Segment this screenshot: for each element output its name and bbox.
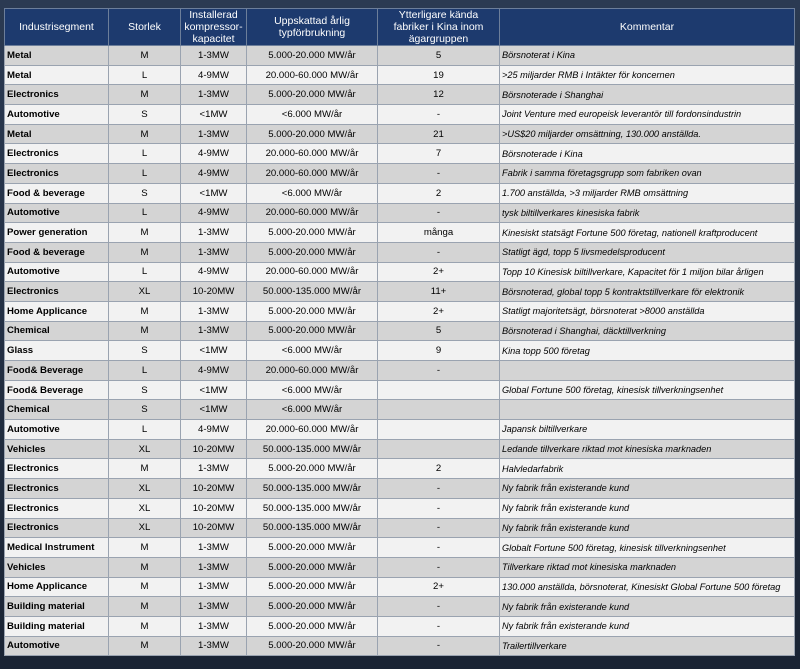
cell-segment: Automotive [5, 203, 109, 223]
cell-comment: Global Fortune 500 företag, kinesisk tillverkningsenhet [500, 380, 795, 400]
cell-consumption: 5.000-20.000 MW/år [247, 46, 378, 66]
cell-segment: Vehicles [5, 557, 109, 577]
cell-factories: 2 [378, 459, 500, 479]
table-row [5, 144, 795, 164]
cell-size: XL [109, 479, 181, 499]
cell-size: XL [109, 282, 181, 302]
cell-size: L [109, 164, 181, 184]
cell-size: XL [109, 498, 181, 518]
cell-factories: - [378, 105, 500, 125]
cell-comment: Börsnoterade i Kina [500, 144, 795, 164]
cell-size: M [109, 557, 181, 577]
cell-capacity: 1-3MW [181, 577, 247, 597]
cell-factories: - [378, 557, 500, 577]
cell-size: L [109, 262, 181, 282]
cell-segment: Automotive [5, 262, 109, 282]
cell-segment: Metal [5, 124, 109, 144]
cell-comment: Ny fabrik från existerande kund [500, 597, 795, 617]
cell-consumption: 50.000-135.000 MW/år [247, 282, 378, 302]
cell-segment: Vehicles [5, 439, 109, 459]
cell-consumption: 20.000-60.000 MW/år [247, 262, 378, 282]
cell-comment: Kina topp 500 företag [500, 341, 795, 361]
cell-consumption: 5.000-20.000 MW/år [247, 85, 378, 105]
table-row [5, 557, 795, 577]
cell-capacity: 10-20MW [181, 282, 247, 302]
cell-segment: Metal [5, 65, 109, 85]
table-row [5, 85, 795, 105]
cell-consumption: 5.000-20.000 MW/år [247, 616, 378, 636]
cell-factories: 7 [378, 144, 500, 164]
table-header [5, 9, 795, 46]
cell-factories: 11+ [378, 282, 500, 302]
cell-segment: Electronics [5, 479, 109, 499]
cell-consumption: 50.000-135.000 MW/år [247, 518, 378, 538]
cell-segment: Electronics [5, 518, 109, 538]
cell-segment: Food & beverage [5, 183, 109, 203]
table-row [5, 597, 795, 617]
cell-consumption: 20.000-60.000 MW/år [247, 420, 378, 440]
cell-factories: - [378, 479, 500, 499]
cell-size: S [109, 400, 181, 420]
header-segment: Industrisegment [5, 9, 109, 46]
cell-consumption: 20.000-60.000 MW/år [247, 203, 378, 223]
cell-comment: >25 miljarder RMB i Intäkter för koncernen [500, 65, 795, 85]
table-row [5, 616, 795, 636]
cell-consumption: 5.000-20.000 MW/år [247, 577, 378, 597]
cell-factories: 2+ [378, 301, 500, 321]
cell-capacity: 1-3MW [181, 301, 247, 321]
cell-capacity: <1MW [181, 400, 247, 420]
cell-size: L [109, 420, 181, 440]
table-row [5, 518, 795, 538]
cell-factories: 5 [378, 321, 500, 341]
cell-segment: Electronics [5, 85, 109, 105]
cell-comment [500, 361, 795, 381]
cell-factories: 21 [378, 124, 500, 144]
cell-factories: 5 [378, 46, 500, 66]
cell-consumption: 5.000-20.000 MW/år [247, 557, 378, 577]
table-row [5, 439, 795, 459]
cell-size: M [109, 459, 181, 479]
table-row [5, 46, 795, 66]
cell-size: L [109, 144, 181, 164]
cell-capacity: <1MW [181, 380, 247, 400]
cell-capacity: 1-3MW [181, 223, 247, 243]
cell-comment: Topp 10 Kinesisk biltillverkare, Kapacitet för 1 miljon bilar årligen [500, 262, 795, 282]
table-row [5, 282, 795, 302]
cell-size: M [109, 46, 181, 66]
cell-size: M [109, 616, 181, 636]
cell-segment: Power generation [5, 223, 109, 243]
cell-consumption: 5.000-20.000 MW/år [247, 223, 378, 243]
customer-table [4, 8, 795, 656]
table-row [5, 124, 795, 144]
header-row [5, 9, 795, 46]
cell-comment: Fabrik i samma företagsgrupp som fabriken ovan [500, 164, 795, 184]
cell-size: M [109, 242, 181, 262]
cell-capacity: 10-20MW [181, 498, 247, 518]
table-row [5, 341, 795, 361]
cell-capacity: 10-20MW [181, 518, 247, 538]
cell-factories: - [378, 636, 500, 656]
cell-size: S [109, 105, 181, 125]
cell-segment: Chemical [5, 321, 109, 341]
cell-factories: 2+ [378, 262, 500, 282]
cell-comment: Halvledarfabrik [500, 459, 795, 479]
cell-comment: Tillverkare riktad mot kinesiska marknaden [500, 557, 795, 577]
cell-factories: 19 [378, 65, 500, 85]
cell-size: M [109, 124, 181, 144]
cell-factories: - [378, 203, 500, 223]
cell-capacity: 4-9MW [181, 262, 247, 282]
header-consumption: Uppskattad årlig typförbrukning [247, 9, 378, 46]
cell-capacity: <1MW [181, 105, 247, 125]
cell-capacity: 1-3MW [181, 616, 247, 636]
cell-segment: Automotive [5, 636, 109, 656]
table-row [5, 223, 795, 243]
cell-consumption: 50.000-135.000 MW/år [247, 479, 378, 499]
cell-consumption: 5.000-20.000 MW/år [247, 242, 378, 262]
cell-capacity: <1MW [181, 341, 247, 361]
table-row [5, 105, 795, 125]
cell-segment: Medical Instrument [5, 538, 109, 558]
cell-segment: Electronics [5, 164, 109, 184]
table-row [5, 203, 795, 223]
cell-capacity: 4-9MW [181, 144, 247, 164]
cell-segment: Electronics [5, 498, 109, 518]
cell-capacity: 4-9MW [181, 164, 247, 184]
cell-factories: - [378, 498, 500, 518]
cell-segment: Electronics [5, 144, 109, 164]
cell-factories: 12 [378, 85, 500, 105]
cell-consumption: <6.000 MW/år [247, 341, 378, 361]
cell-consumption: 5.000-20.000 MW/år [247, 301, 378, 321]
cell-factories: 2+ [378, 577, 500, 597]
cell-capacity: 1-3MW [181, 636, 247, 656]
cell-size: S [109, 380, 181, 400]
cell-consumption: <6.000 MW/år [247, 380, 378, 400]
cell-capacity: 1-3MW [181, 557, 247, 577]
cell-factories [378, 420, 500, 440]
table-row [5, 420, 795, 440]
table-row [5, 301, 795, 321]
cell-factories [378, 380, 500, 400]
cell-size: XL [109, 518, 181, 538]
cell-capacity: 4-9MW [181, 361, 247, 381]
cell-consumption: 50.000-135.000 MW/år [247, 498, 378, 518]
cell-consumption: <6.000 MW/år [247, 105, 378, 125]
cell-comment: Börsnoterade i Shanghai [500, 85, 795, 105]
cell-consumption: 5.000-20.000 MW/år [247, 459, 378, 479]
table-row [5, 380, 795, 400]
cell-consumption: <6.000 MW/år [247, 183, 378, 203]
cell-factories: - [378, 164, 500, 184]
table-row [5, 538, 795, 558]
cell-capacity: 1-3MW [181, 538, 247, 558]
cell-capacity: 1-3MW [181, 46, 247, 66]
cell-comment: Ny fabrik från existerande kund [500, 479, 795, 499]
cell-factories [378, 400, 500, 420]
table-row [5, 400, 795, 420]
cell-size: S [109, 183, 181, 203]
cell-consumption: 20.000-60.000 MW/år [247, 144, 378, 164]
cell-factories: - [378, 616, 500, 636]
cell-segment: Automotive [5, 420, 109, 440]
cell-comment: Ny fabrik från existerande kund [500, 616, 795, 636]
cell-comment: 1.700 anställda, >3 miljarder RMB omsättning [500, 183, 795, 203]
cell-segment: Electronics [5, 282, 109, 302]
cell-capacity: 1-3MW [181, 242, 247, 262]
cell-segment: Food& Beverage [5, 361, 109, 381]
cell-segment: Building material [5, 616, 109, 636]
cell-size: XL [109, 439, 181, 459]
cell-capacity: 4-9MW [181, 65, 247, 85]
cell-size: L [109, 203, 181, 223]
table-row [5, 242, 795, 262]
cell-consumption: 5.000-20.000 MW/år [247, 597, 378, 617]
table-row [5, 479, 795, 499]
cell-consumption: 5.000-20.000 MW/år [247, 321, 378, 341]
cell-comment: Kinesiskt statsägt Fortune 500 företag, nationell kraftproducent [500, 223, 795, 243]
cell-consumption: 50.000-135.000 MW/år [247, 439, 378, 459]
table-row [5, 361, 795, 381]
cell-segment: Building material [5, 597, 109, 617]
cell-capacity: 10-20MW [181, 479, 247, 499]
cell-size: M [109, 577, 181, 597]
cell-comment: >US$20 miljarder omsättning, 130.000 anställda. [500, 124, 795, 144]
cell-segment: Automotive [5, 105, 109, 125]
table-row [5, 636, 795, 656]
table-row [5, 498, 795, 518]
cell-capacity: 1-3MW [181, 459, 247, 479]
cell-consumption: 5.000-20.000 MW/år [247, 124, 378, 144]
table-row [5, 164, 795, 184]
cell-factories: 9 [378, 341, 500, 361]
cell-capacity: 1-3MW [181, 124, 247, 144]
cell-comment: Joint Venture med europeisk leverantör till fordonsindustrin [500, 105, 795, 125]
cell-capacity: 4-9MW [181, 420, 247, 440]
cell-comment: Statligt majoritetsägt, börsnoterat >8000 anställda [500, 301, 795, 321]
cell-consumption: <6.000 MW/år [247, 400, 378, 420]
cell-comment: Ny fabrik från existerande kund [500, 498, 795, 518]
cell-comment: Börsnoterad i Shanghai, däcktillverkning [500, 321, 795, 341]
cell-segment: Food & beverage [5, 242, 109, 262]
table-row [5, 183, 795, 203]
header-factories: Ytterligare kända fabriker i Kina inom ägargruppen [378, 9, 500, 46]
table-row [5, 262, 795, 282]
table-row [5, 65, 795, 85]
cell-size: M [109, 597, 181, 617]
header-capacity: Installerad kompressor-kapacitet [181, 9, 247, 46]
cell-capacity: 10-20MW [181, 439, 247, 459]
cell-factories: - [378, 597, 500, 617]
cell-comment: Statligt ägd, topp 5 livsmedelsproducent [500, 242, 795, 262]
cell-comment: 130.000 anställda, börsnoterat, Kinesiskt Global Fortune 500 företag [500, 577, 795, 597]
cell-segment: Home Applicance [5, 301, 109, 321]
cell-factories: många [378, 223, 500, 243]
cell-size: L [109, 65, 181, 85]
cell-capacity: 4-9MW [181, 203, 247, 223]
table-row [5, 459, 795, 479]
cell-size: M [109, 636, 181, 656]
cell-factories: - [378, 242, 500, 262]
cell-comment: Börsnoterat i Kina [500, 46, 795, 66]
header-comment: Kommentar [500, 9, 795, 46]
table-body [5, 46, 795, 656]
cell-factories: - [378, 538, 500, 558]
cell-capacity: <1MW [181, 183, 247, 203]
cell-segment: Chemical [5, 400, 109, 420]
cell-consumption: 20.000-60.000 MW/år [247, 361, 378, 381]
cell-segment: Home Applicance [5, 577, 109, 597]
cell-factories: - [378, 361, 500, 381]
cell-consumption: 5.000-20.000 MW/år [247, 636, 378, 656]
cell-factories: - [378, 518, 500, 538]
cell-segment: Food& Beverage [5, 380, 109, 400]
table-row [5, 577, 795, 597]
cell-comment: Japansk biltillverkare [500, 420, 795, 440]
cell-consumption: 20.000-60.000 MW/år [247, 65, 378, 85]
cell-capacity: 1-3MW [181, 85, 247, 105]
cell-comment: Börsnoterad, global topp 5 kontraktstillverkare för elektronik [500, 282, 795, 302]
cell-factories [378, 439, 500, 459]
cell-size: M [109, 85, 181, 105]
cell-comment: Globalt Fortune 500 företag, kinesisk tillverkningsenhet [500, 538, 795, 558]
cell-comment: Ledande tillverkare riktad mot kinesiska marknaden [500, 439, 795, 459]
cell-size: M [109, 321, 181, 341]
table-row [5, 321, 795, 341]
cell-size: M [109, 538, 181, 558]
cell-capacity: 1-3MW [181, 321, 247, 341]
header-size: Storlek [109, 9, 181, 46]
cell-comment: tysk biltillverkares kinesiska fabrik [500, 203, 795, 223]
cell-comment: Trailertillverkare [500, 636, 795, 656]
cell-consumption: 5.000-20.000 MW/år [247, 538, 378, 558]
cell-consumption: 20.000-60.000 MW/år [247, 164, 378, 184]
cell-size: M [109, 223, 181, 243]
cell-comment [500, 400, 795, 420]
cell-segment: Electronics [5, 459, 109, 479]
cell-comment: Ny fabrik från existerande kund [500, 518, 795, 538]
cell-capacity: 1-3MW [181, 597, 247, 617]
cell-size: S [109, 341, 181, 361]
cell-size: M [109, 301, 181, 321]
cell-segment: Metal [5, 46, 109, 66]
cell-factories: 2 [378, 183, 500, 203]
cell-segment: Glass [5, 341, 109, 361]
cell-size: L [109, 361, 181, 381]
